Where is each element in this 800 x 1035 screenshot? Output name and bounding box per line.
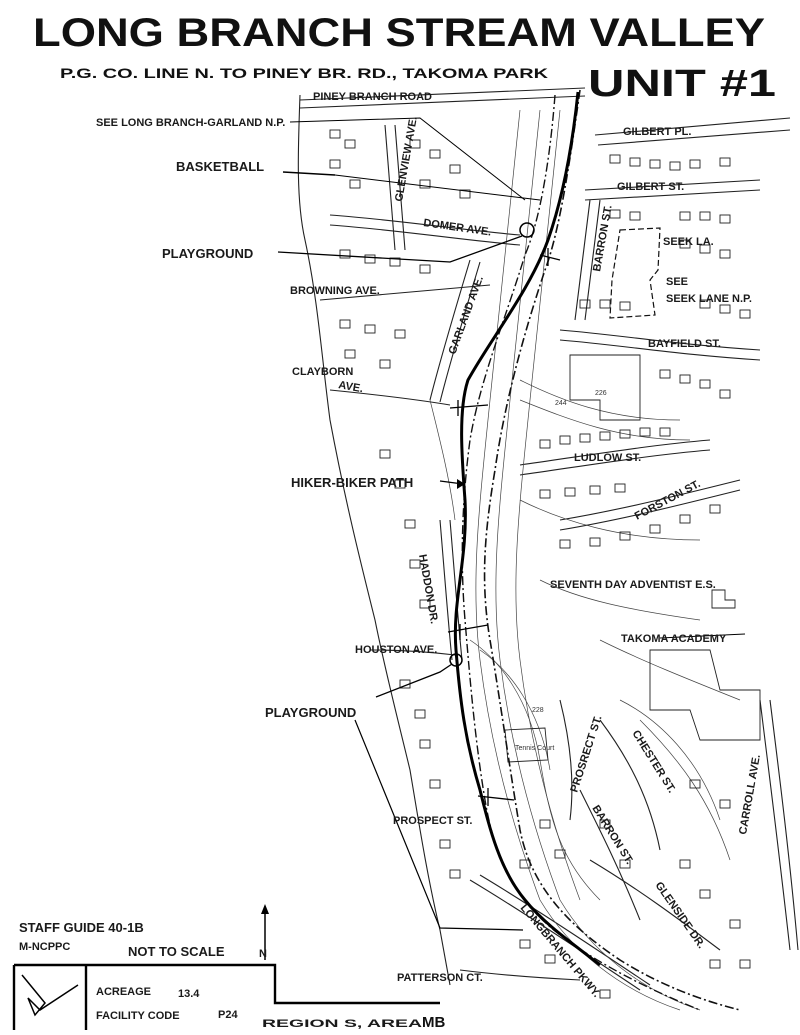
ludlow-st-label: LUDLOW ST. [574,452,642,464]
scale-label: NOT TO SCALE [128,944,225,959]
browning-ave-label: BROWNING AVE. [290,285,380,297]
county-inset-shape [22,975,78,1015]
elevation-244: 244 [555,400,567,407]
barron-st-lower-label: BARRON ST. [589,803,636,867]
hiker-biker-callout: HIKER-BIKER PATH [291,475,414,490]
area-code-label: MB [422,1014,446,1031]
north-label: N [259,948,267,960]
carroll-ave-label: CARROLL AVE. [737,753,764,836]
map-subtitle: P.G. CO. LINE N. TO PINEY BR. RD., TAKOMA PARK [60,65,548,81]
piney-branch-road-label: PINEY BRANCH ROAD [313,91,432,103]
footer-block [14,920,445,1031]
elevation-226: 226 [595,390,607,397]
elevation-228: 228 [532,707,544,714]
glenside-dr-label: GLENSIDE DR. [652,879,708,951]
map-area [278,88,800,1010]
patterson-ct-label: PATTERSON CT. [397,972,483,984]
longbranch-pkwy-label: LONGBRANCH PKWY. [517,902,603,1000]
prosrect-st-label: PROSRECT ST. [568,714,605,794]
glenview-ave-label: GLENVIEW AVE. [393,115,420,203]
basketball-leader [283,172,335,175]
forston-st-label: FORSTON ST. [632,478,703,523]
map-title: LONG BRANCH STREAM VALLEY [33,11,766,55]
see-garland-label: SEE LONG BRANCH-GARLAND N.P. [96,117,286,129]
facility-code-value: P24 [218,1009,238,1021]
seek-la-label: SEEK LA. [663,236,714,248]
domer-ave-label: DOMER AVE. [422,217,493,239]
tennis-court-label: Tennis Court [515,745,555,752]
playground-callout-bottom: PLAYGROUND [265,705,357,720]
haddon-dr-label: HADDON DR. [416,553,441,625]
north-arrow [259,904,269,960]
playground-callout-top: PLAYGROUND [162,246,254,261]
street-labels [96,91,763,1000]
gilbert-st-label: GILBERT ST. [617,181,685,193]
gilbert-pl-label: GILBERT PL. [623,126,692,138]
staff-guide-label: STAFF GUIDE 40-1B [19,920,144,935]
playground-bottom-leader [376,664,452,697]
acreage-value: 13.4 [178,988,200,1000]
agency-label: M-NCPPC [19,941,71,953]
facility-code-label: FACILITY CODE [96,1010,180,1022]
acreage-label: ACREAGE [96,986,152,998]
bayfield-st-label: BAYFIELD ST. [648,338,721,350]
seventh-day-label: SEVENTH DAY ADVENTIST E.S. [550,579,716,591]
clayborn-label: CLAYBORN [292,366,354,378]
unit-label: UNIT #1 [588,63,776,105]
garland-ave-label: GARLAND AVE. [446,274,487,357]
clayborn-ave-label: AVE. [337,379,365,396]
see-seek-label-1: SEE [666,276,689,288]
barron-st-upper-label: BARRON ST. [591,204,615,273]
prospect-st-label: PROSPECT ST. [393,815,473,827]
region-label: REGION S, AREA [262,1018,423,1030]
see-seek-label-2: SEEK LANE N.P. [666,293,752,305]
houston-ave-label: HOUSTON AVE. [355,644,438,656]
basketball-callout: BASKETBALL [176,159,265,174]
chester-st-label: CHESTER ST. [629,728,678,796]
takoma-academy-label: TAKOMA ACADEMY [621,633,727,645]
